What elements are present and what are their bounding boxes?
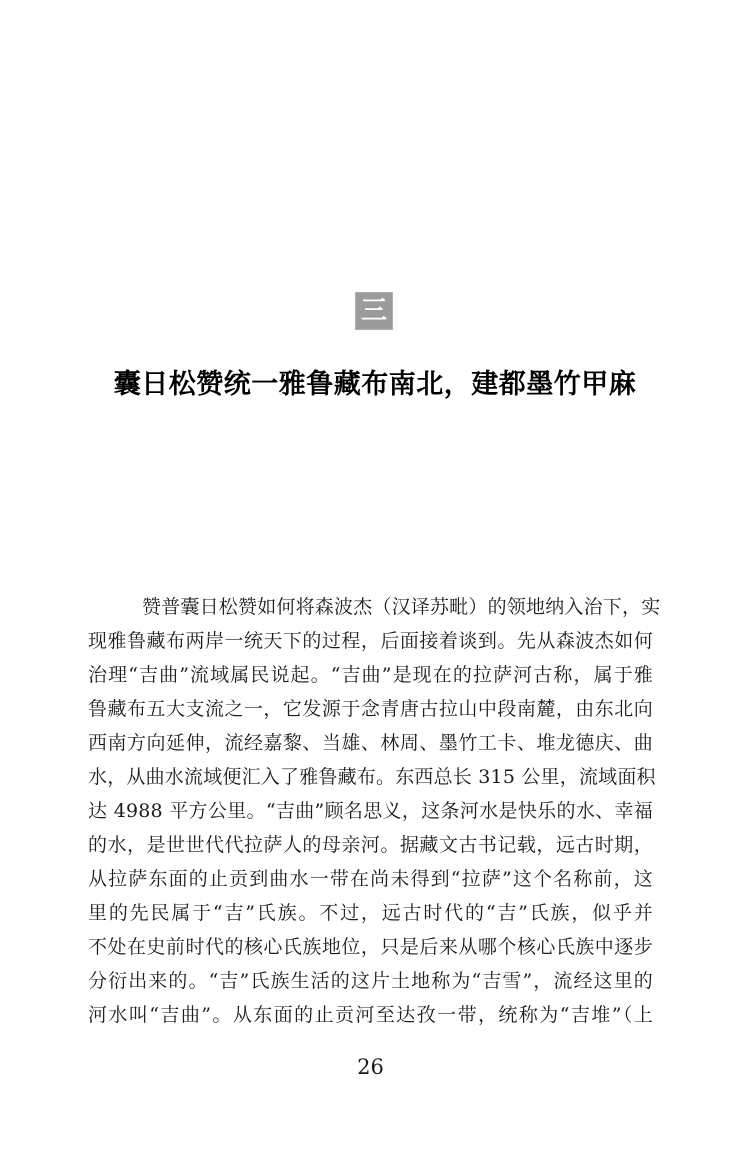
paragraph xyxy=(88,590,661,1032)
paragraph-line: 现雅鲁藏布两岸一统天下的过程，后面接着谈到。先从森波杰如何 xyxy=(88,630,653,652)
paragraph-line: 里的先民属于“吉”氏族。不过，远古时代的“吉”氏族，似乎并 xyxy=(88,902,653,924)
paragraph-line: 不处在史前时代的核心氏族地位，只是后来从哪个核心氏族中逐步 xyxy=(88,936,653,958)
page-number: 26 xyxy=(357,1055,384,1079)
paragraph-line: 鲁藏布五大支流之一，它发源于念青唐古拉山中段南麓，由东北向 xyxy=(88,698,653,720)
paragraph-line: 赞普囊日松赞如何将森波杰（汉译苏毗）的领地纳入治下，实 xyxy=(142,596,661,618)
paragraph-line: 分衍出来的。“吉”氏族生活的这片土地称为“吉雪”，流经这里的 xyxy=(88,970,653,992)
chapter-number: 三 xyxy=(360,296,387,326)
paragraph-line: 治理“吉曲”流域属民说起。“吉曲”是现在的拉萨河古称，属于雅 xyxy=(88,664,653,686)
paragraph-line: 从拉萨东面的止贡到曲水一带在尚未得到“拉萨”这个名称前，这 xyxy=(88,868,653,890)
paragraph-line: 水，从曲水流域便汇入了雅鲁藏布。东西总长 315 公里，流域面积 xyxy=(88,766,656,788)
chapter-number-badge xyxy=(355,292,393,330)
paragraph-line: 西南方向延伸，流经嘉黎、当雄、林周、墨竹工卡、堆龙德庆、曲 xyxy=(88,732,653,754)
paragraph-line: 的水，是世世代代拉萨人的母亲河。据藏文古书记载，远古时期， xyxy=(88,834,653,856)
paragraph-line: 达 4988 平方公里。“吉曲”顾名思义，这条河水是快乐的水、幸福 xyxy=(88,800,653,822)
chapter-title: 囊日松赞统一雅鲁藏布南北，建都墨竹甲麻 xyxy=(113,369,637,401)
paragraph-line: 河水叫“吉曲”。从东面的止贡河至达孜一带，统称为“吉堆”（上 xyxy=(88,1004,653,1026)
